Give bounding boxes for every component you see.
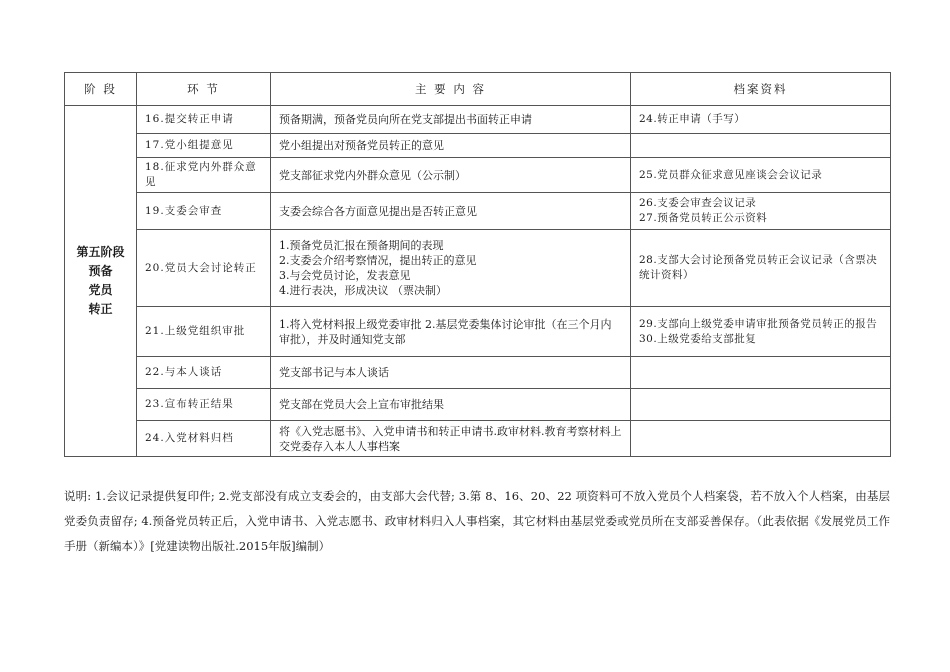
table-row: [65, 158, 891, 193]
archive-cell: [631, 193, 891, 230]
header-content: 主 要 内 容: [271, 73, 631, 106]
table-row: [65, 230, 891, 307]
phase-line: 党员: [88, 283, 113, 297]
phase-line: 第五阶段: [76, 245, 125, 259]
step-cell: 16.提交转正申请: [137, 106, 271, 134]
content-line: 将《入党志愿书》、入党申请书和转正申请书.政审材料.教育考察材料上交党委存入本人人事档案: [279, 424, 622, 453]
content-line: 党小组提出对预备党员转正的意见: [279, 139, 444, 152]
table-row: [65, 307, 891, 357]
content-line: 支委会综合各方面意见提出是否转正意见: [279, 204, 477, 218]
step-cell: 19.支委会审查: [137, 193, 271, 230]
archive-line: 26.支委会审查会议记录: [639, 197, 757, 209]
archive-line: 29.支部向上级党委申请审批预备党员转正的报告: [639, 317, 878, 330]
content-cell: [271, 389, 631, 421]
content-line: 党支部在党员大会上宣布审批结果: [279, 398, 444, 411]
content-cell: [271, 230, 631, 307]
content-line: 党支部征求党内外群众意见（公示制）: [279, 168, 466, 182]
content-cell: [271, 357, 631, 389]
archive-cell: [631, 389, 891, 421]
step-cell: 21.上级党组织审批: [137, 307, 271, 357]
step-cell: 20.党员大会讨论转正: [137, 230, 271, 307]
archive-line: 25.党员群众征求意见座谈会会议记录: [639, 168, 823, 181]
content-cell: [271, 134, 631, 158]
table-row: [65, 389, 891, 421]
phase-line: 转正: [88, 302, 113, 316]
step-cell: 18.征求党内外群众意见: [137, 158, 271, 193]
archive-cell: [631, 134, 891, 158]
content-line: 党支部书记与本人谈话: [279, 366, 389, 379]
archive-cell: [631, 421, 891, 457]
archive-cell: [631, 158, 891, 193]
content-cell: [271, 307, 631, 357]
table-row: [65, 357, 891, 389]
archive-table: [64, 72, 891, 457]
step-cell: 24.入党材料归档: [137, 421, 271, 457]
content-cell: [271, 421, 631, 457]
archive-cell: [631, 357, 891, 389]
content-line: 预备期满，预备党员向所在党支部提出书面转正申请: [279, 113, 532, 126]
content-cell: [271, 158, 631, 193]
content-line: 2.支委会介绍考察情况，提出转正的意见: [279, 254, 477, 267]
table-row: [65, 193, 891, 230]
table-row: [65, 134, 891, 158]
content-cell: [271, 193, 631, 230]
table-header-row: [65, 73, 891, 106]
header-step: 环 节: [137, 73, 271, 106]
archive-line: 24.转正申请（手写）: [639, 113, 746, 125]
archive-line: 28.支部大会讨论预备党员转正会议记录（含票决统计资料）: [639, 254, 878, 281]
content-line: 1.预备党员汇报在预备期间的表现: [279, 239, 444, 252]
phase-line: 预备: [88, 264, 113, 278]
content-cell: [271, 106, 631, 134]
archive-line: 27.预备党员转正公示资料: [639, 212, 768, 224]
footnote: 说明: 1.会议记录提供复印件; 2.党支部没有成立支委会的，由支部大会代替; 3.第 8、16、20、22 项资料可不放入党员个人档案袋，若不放入个人档案，由基层党委负责留存; 4.预备党员转正后，入党申请书、入党志愿书、政审材料归入人事档案，其它材料由基层党委或党员所在支部妥善保存。（此表依据《发展党员工作手册（新编本）》[党建读物出版社.2015年版]编制）: [64, 489, 890, 553]
content-line: 4.进行表决，形成决议 （票决制）: [279, 284, 447, 297]
header-archive: 档案资料: [631, 73, 891, 106]
content-line: 3.与会党员讨论，发表意见: [279, 269, 411, 282]
archive-cell: [631, 230, 891, 307]
table-row: [65, 421, 891, 457]
header-phase: 阶 段: [65, 73, 137, 106]
phase-cell: [65, 106, 137, 457]
archive-line: 30.上级党委给支部批复: [639, 332, 757, 345]
content-line: 1.将入党材料报上级党委审批 2.基层党委集体讨论审批（在三个月内审批），并及时通知党支部: [279, 317, 612, 346]
step-cell: 22.与本人谈话: [137, 357, 271, 389]
archive-cell: [631, 106, 891, 134]
table-row: [65, 106, 891, 134]
step-cell: 23.宣布转正结果: [137, 389, 271, 421]
archive-cell: [631, 307, 891, 357]
step-cell: 17.党小组提意见: [137, 134, 271, 158]
